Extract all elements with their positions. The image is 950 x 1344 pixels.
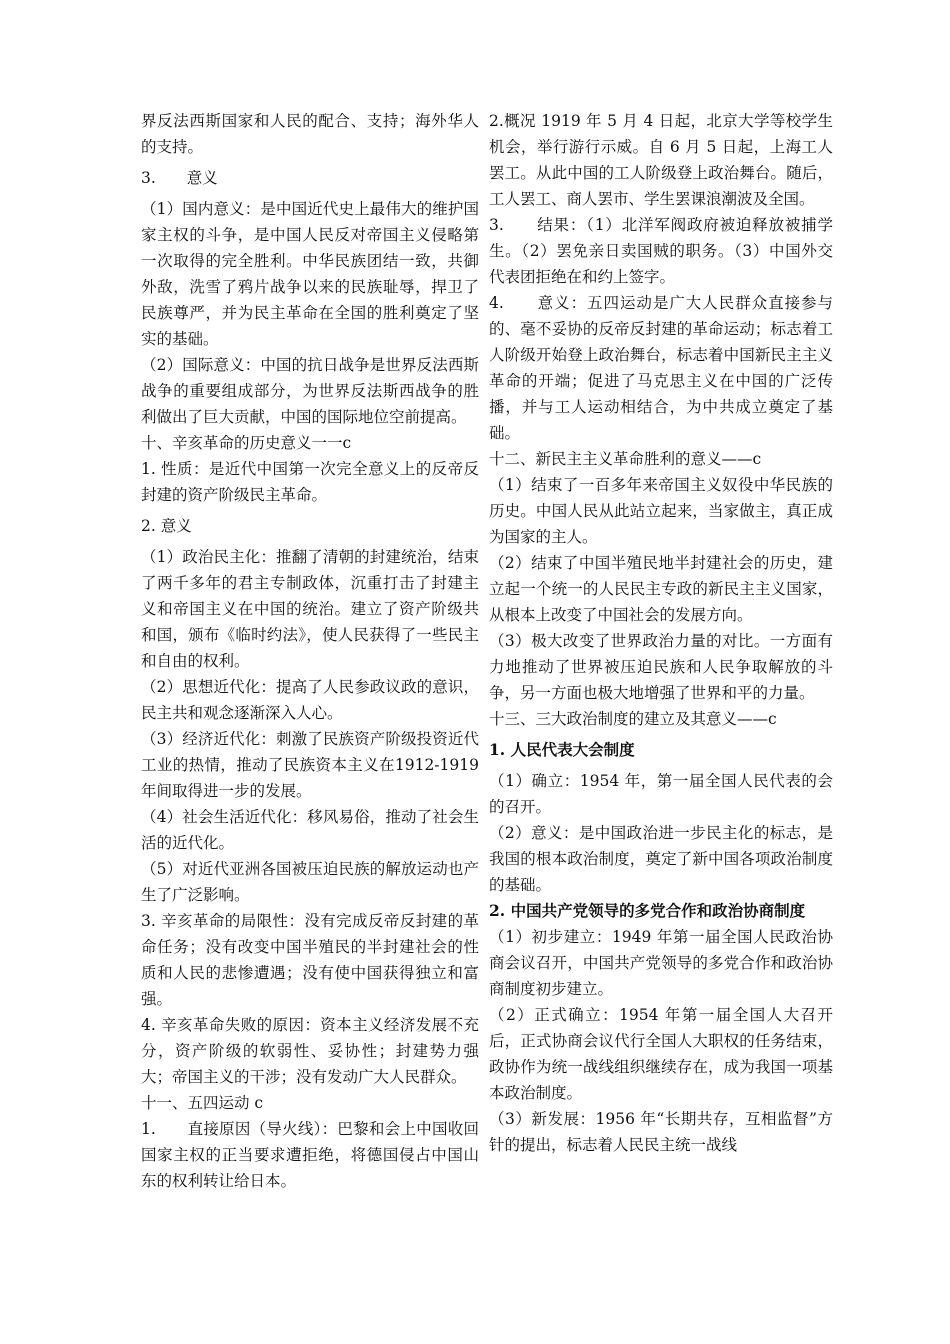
- paragraph: （1）确立：1954 年，第一届全国人民代表的会的召开。: [489, 772, 833, 816]
- left-column: [141, 108, 479, 1194]
- section-item: 3. 意义: [141, 169, 218, 187]
- section-heading: 十二、新民主主义革命胜利的意义——c: [489, 450, 762, 468]
- paragraph: （3）经济近代化：刺激了民族资产阶级投资近代工业的热情，推动了民族资本主义在1912-1919年间取得进一步的发展。: [141, 730, 479, 800]
- subsection-heading: 2. 中国共产党领导的多党合作和政治协商制度: [489, 901, 806, 920]
- paragraph: 界反法西斯国家和人民的配合、支持；海外华人的支持。: [141, 112, 479, 156]
- section-heading: 十一、五四运动 c: [141, 1094, 264, 1112]
- right-column: [489, 108, 833, 1158]
- paragraph: 1. 直接原因（导火线）：巴黎和会上中国收回国家主权的正当要求遭拒绝，将德国侵占中国山东的权利转让给日本。: [141, 1120, 479, 1190]
- paragraph: （4）社会生活近代化：移风易俗，推动了社会生活的近代化。: [141, 808, 479, 852]
- paragraph: （1）政治民主化：推翻了清朝的封建统治，结束了两千多年的君主专制政体，沉重打击了封建主义和帝国主义在中国的统治。建立了资产阶级共和国，颁布《临时约法》，使人民获得了一些民主和自由的权利。: [141, 548, 479, 670]
- paragraph: （5）对近代亚洲各国被压迫民族的解放运动也产生了广泛影响。: [141, 860, 479, 904]
- section-heading: 十三、三大政治制度的建立及其意义——c: [489, 710, 777, 728]
- paragraph: （2）国际意义：中国的抗日战争是世界反法西斯战争的重要组成部分，为世界反法斯西战争的胜利做出了巨大贡献，中国的国际地位空前提高。: [141, 356, 479, 426]
- paragraph: （1）初步建立：1949 年第一届全国人民政治协商会议召开，中国共产党领导的多党合作和政治协商制度初步建立。: [489, 928, 833, 998]
- section-heading: 十、辛亥革命的历史意义一一c: [141, 434, 352, 452]
- paragraph: （2）正式确立：1954 年第一届全国人大召开后，正式协商会议代行全国人大职权的任务结束，政协作为统一战线组织继续存在，成为我国一项基本政治制度。: [489, 1006, 833, 1102]
- paragraph: 4. 意义：五四运动是广大人民群众直接参与的、毫不妥协的反帝反封建的革命运动；标志着工人阶级开始登上政治舞台，标志着中国新民主主义革命的开端；促进了马克思主义在中国的广泛传播，并与工人运动相结合，为中共成立奠定了基础。: [489, 294, 833, 442]
- paragraph: （2）结束了中国半殖民地半封建社会的历史，建立起一个统一的人民民主专政的新民主主义国家，从根本上改变了中国社会的发展方向。: [489, 554, 833, 624]
- section-item: 2. 意义: [141, 517, 192, 535]
- paragraph: （3）极大改变了世界政治力量的对比。一方面有力地推动了世界被压迫民族和人民争取解放的斗争，另一方面也极大地增强了世界和平的力量。: [489, 632, 833, 702]
- subsection-heading: 1. 人民代表大会制度: [489, 740, 635, 759]
- paragraph: 3. 辛亥革命的局限性：没有完成反帝反封建的革命任务；没有改变中国半殖民的半封建社会的性质和人民的悲惨遭遇；没有使中国获得独立和富强。: [141, 912, 479, 1008]
- paragraph: 4. 辛亥革命失败的原因：资本主义经济发展不充分，资产阶级的软弱性、妥协性；封建势力强大；帝国主义的干涉；没有发动广大人民群众。: [141, 1016, 479, 1086]
- paragraph: 2.概况 1919 年 5 月 4 日起，北京大学等校学生机会，举行游行示威。自 6 月 5 日起，上海工人罢工。从此中国的工人阶级登上政治舞台。随后，工人罢工、商人罢市、学生罢课浪潮波及全国。: [489, 112, 833, 208]
- paragraph: 1. 性质：是近代中国第一次完全意义上的反帝反封建的资产阶级民主革命。: [141, 460, 479, 504]
- paragraph: （2）意义：是中国政治进一步民主化的标志，是我国的根本政治制度，奠定了新中国各项政治制度的基础。: [489, 824, 833, 894]
- paragraph: （3）新发展：1956 年“长期共存，互相监督”方针的提出，标志着人民民主统一战线: [489, 1110, 833, 1154]
- paragraph: 3. 结果：（1）北洋军阀政府被迫释放被捕学生。（2）罢免亲日卖国贼的职务。（3）中国外交代表团拒绝在和约上签字。: [489, 216, 833, 286]
- paragraph: （1）国内意义：是中国近代史上最伟大的维护国家主权的斗争，是中国人民反对帝国主义侵略第一次取得的完全胜利。中华民族团结一致，共御外敌，洗雪了鸦片战争以来的民族耻辱，捍卫了民族尊严，并为民主革命在全国的胜利奠定了坚实的基础。: [141, 200, 479, 348]
- paragraph: （2）思想近代化：提高了人民参政议政的意识，民主共和观念逐渐深入人心。: [141, 678, 479, 722]
- paragraph: （1）结束了一百多年来帝国主义奴役中华民族的历史。中国人民从此站立起来，当家做主，真正成为国家的主人。: [489, 476, 833, 546]
